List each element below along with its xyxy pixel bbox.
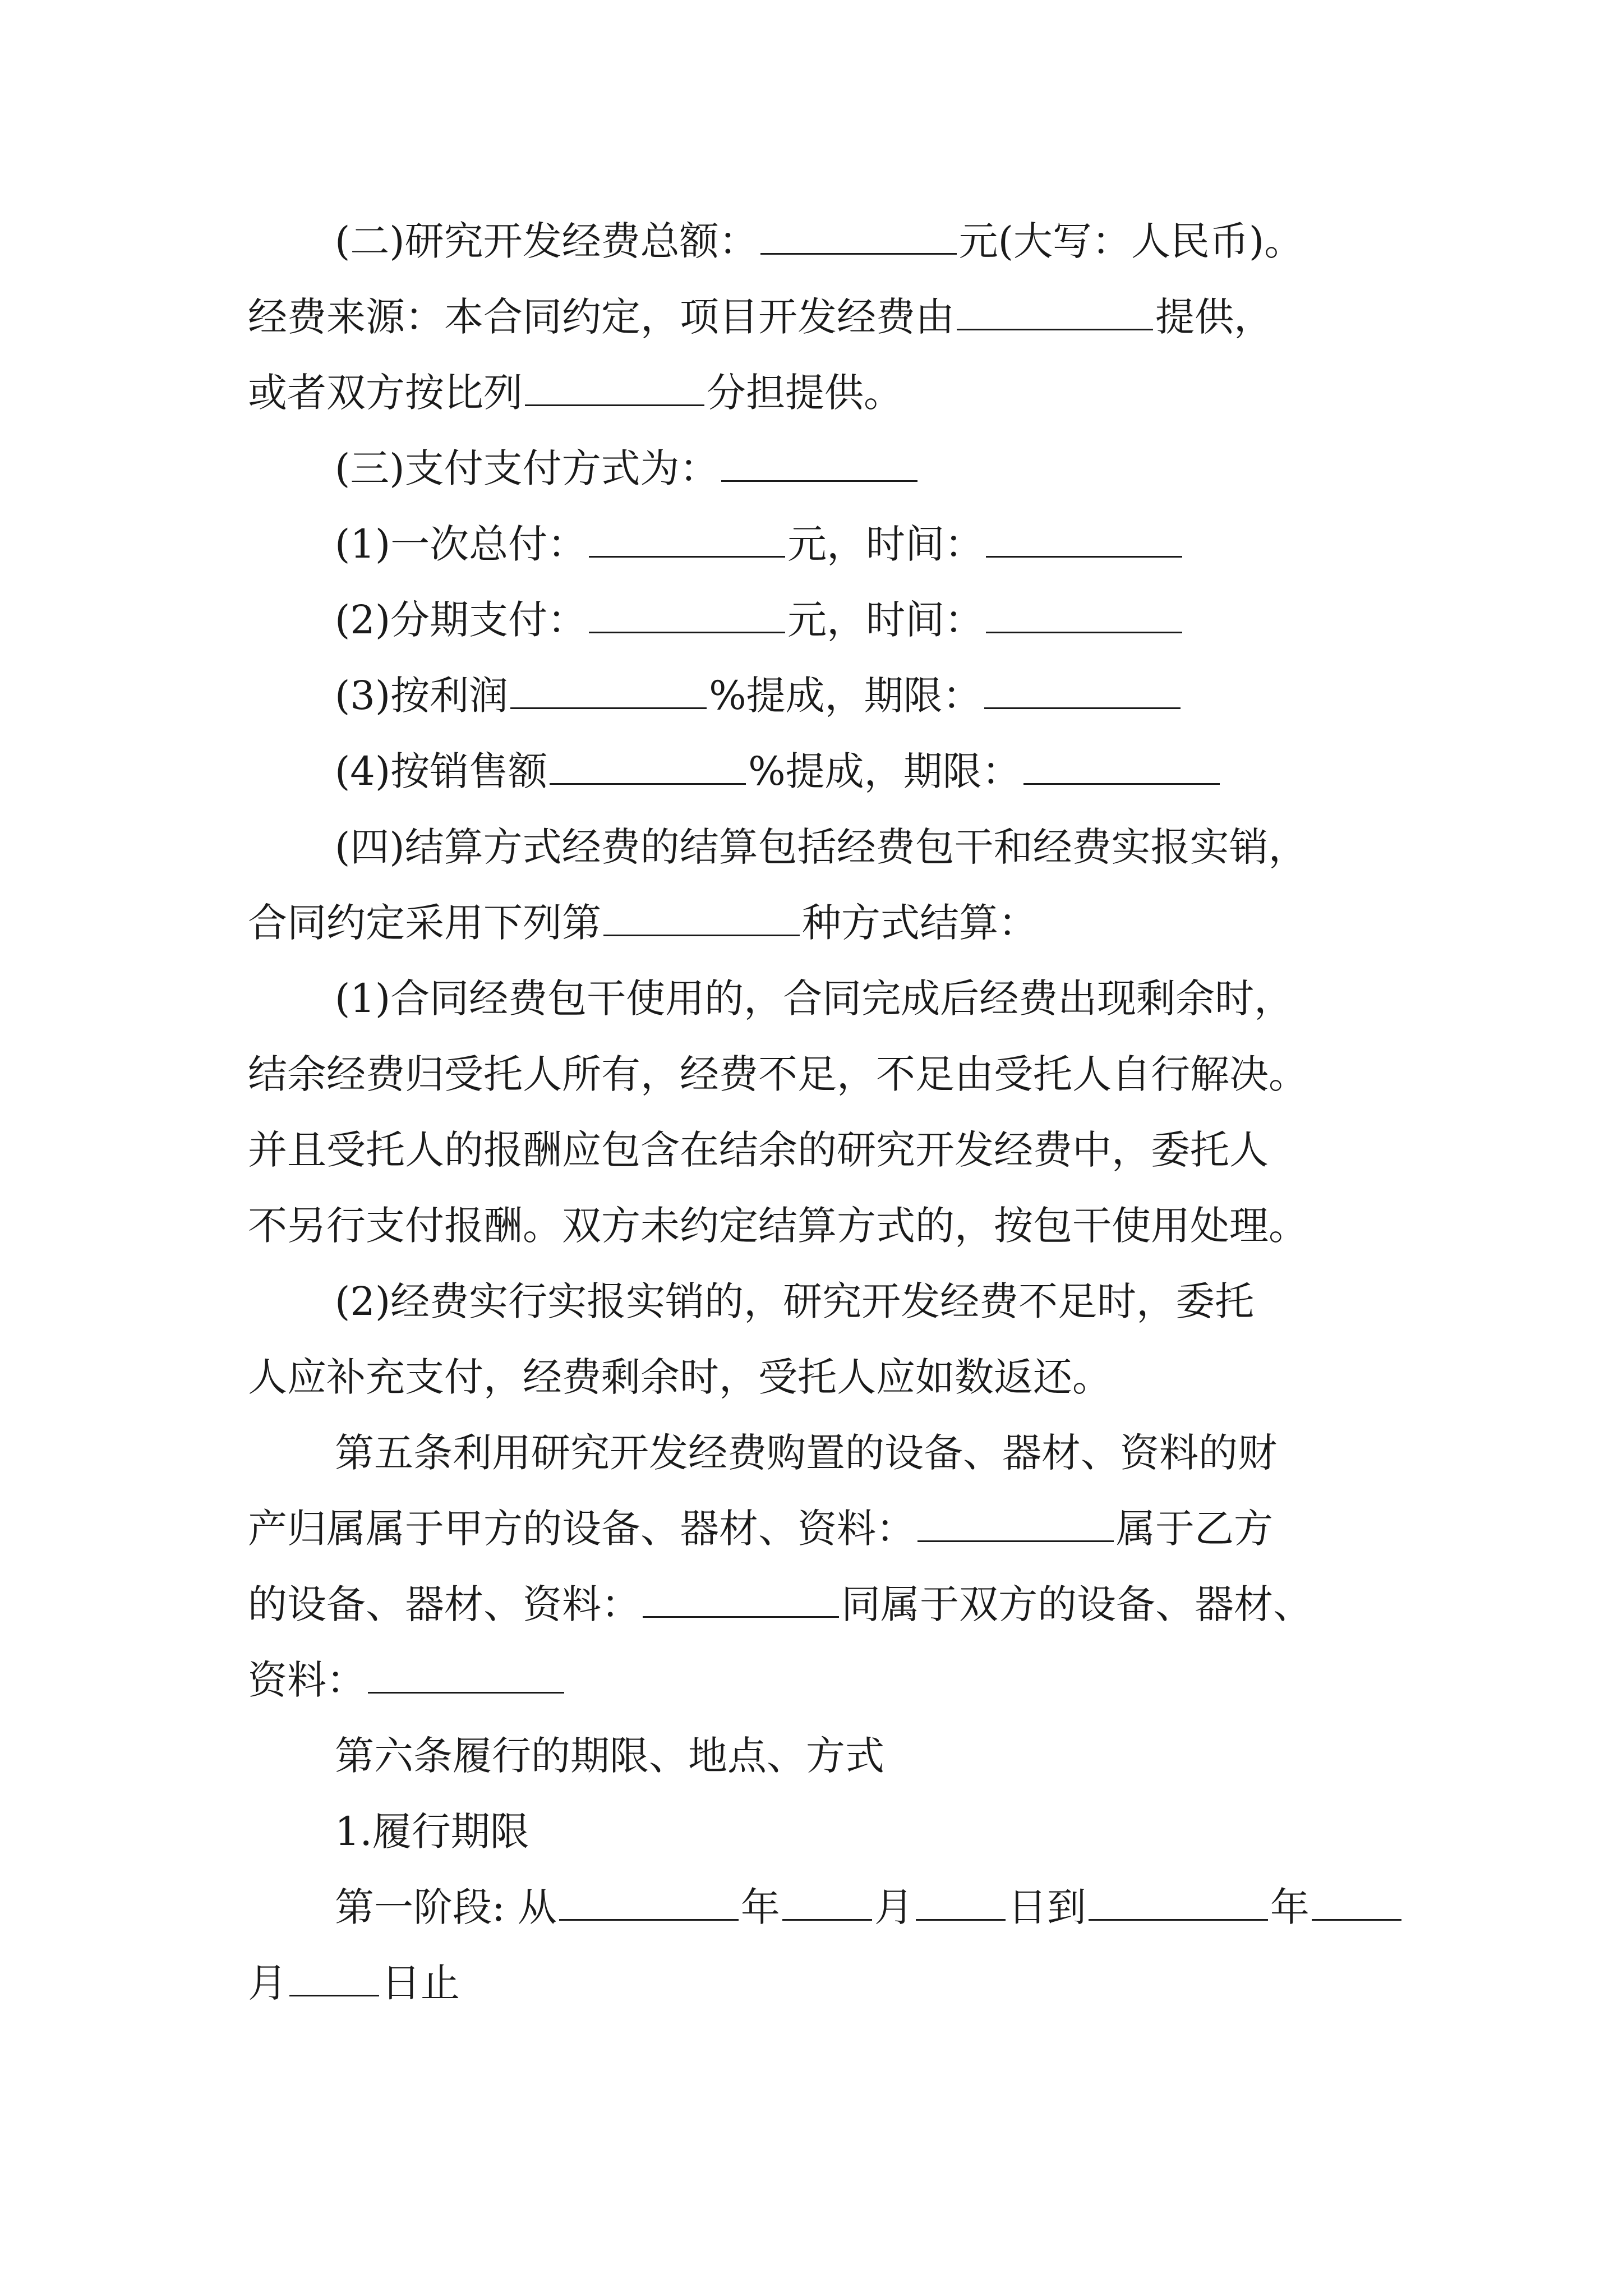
fill-in-blank: [1312, 1887, 1401, 1921]
fill-in-blank: [510, 675, 707, 709]
fill-in-blank: [559, 1887, 739, 1921]
text-segment: 并且受托人的报酬应包含在结余的研究开发经费中，委托人: [248, 1127, 1269, 1173]
text-segment: 分担提供。: [707, 370, 903, 416]
fill-in-blank: [916, 1887, 1006, 1921]
fill-in-blank: [589, 523, 785, 558]
fill-in-blank: [984, 675, 1181, 709]
text-line: [335, 438, 920, 499]
fill-in-blank: [782, 1887, 872, 1921]
text-line: [248, 1043, 1308, 1105]
text-segment: (二)研究开发经费总额：: [335, 218, 758, 264]
text-segment: 第六条履行的期限、地点、方式: [335, 1733, 884, 1779]
text-line: [248, 1573, 1312, 1635]
text-line: [335, 665, 1183, 726]
text-segment: 第五条利用研究开发经费购置的设备、器材、资料的财: [335, 1430, 1277, 1476]
fill-in-blank: [589, 599, 785, 633]
text-segment: %提成，期限：: [709, 673, 982, 719]
text-segment: %提成，期限：: [748, 748, 1021, 794]
text-line: [248, 1119, 1269, 1181]
text-line: [335, 968, 1293, 1029]
text-segment: 元，时间：: [787, 597, 984, 643]
text-line: [335, 513, 1184, 575]
text-segment: 或者双方按比列: [248, 370, 523, 416]
fill-in-blank: [957, 296, 1153, 330]
text-segment: 产归属属于甲方的设备、器材、资料：: [248, 1506, 915, 1552]
text-segment: 月: [874, 1884, 914, 1930]
text-segment: (四)结算方式经费的结算包括经费包干和经费实报实销，: [335, 824, 1308, 870]
text-line: [248, 1195, 1308, 1257]
text-segment: 不另行支付报酬。双方未约定结算方式的，按包干使用处理。: [248, 1203, 1308, 1249]
text-segment: 1.履行期限: [335, 1809, 529, 1855]
text-segment: (4)按销售额: [335, 748, 548, 794]
text-segment: 元，时间：: [787, 521, 984, 567]
fill-in-blank: [550, 751, 746, 785]
text-line: [335, 1271, 1254, 1332]
text-segment: 同属于双方的设备、器材、: [841, 1581, 1312, 1627]
text-line: [335, 1876, 1404, 1938]
text-line: [335, 1725, 884, 1787]
text-line: [335, 816, 1308, 878]
text-segment: 种方式结算：: [802, 900, 1038, 946]
fill-in-blank: [603, 902, 800, 936]
text-line: [248, 1952, 460, 2014]
text-segment: 年: [740, 1884, 780, 1930]
text-line: [335, 1422, 1277, 1484]
fill-in-blank: [643, 1584, 839, 1618]
fill-in-blank: [525, 372, 704, 406]
text-line: [248, 1346, 1112, 1408]
fill-in-blank: [986, 523, 1182, 558]
text-segment: 资料：: [248, 1657, 366, 1703]
text-segment: 属于乙方: [1116, 1506, 1273, 1552]
text-segment: (1)合同经费包干使用的，合同完成后经费出现剩余时，: [335, 976, 1294, 1022]
fill-in-blank: [986, 599, 1182, 633]
text-segment: (3)按利润: [335, 673, 509, 719]
text-segment: 的设备、器材、资料：: [248, 1581, 640, 1627]
text-segment: (2)分期支付：: [335, 597, 587, 643]
text-segment: 年: [1270, 1884, 1310, 1930]
text-segment: 日到: [1007, 1884, 1086, 1930]
text-segment: (1)一次总付：: [335, 521, 587, 567]
text-line: [335, 740, 1222, 802]
text-segment: 经费来源：本合同约定，项目开发经费由: [248, 294, 955, 340]
text-line: [335, 589, 1184, 651]
text-line: [248, 286, 1273, 348]
text-line: [248, 362, 903, 424]
fill-in-blank: [289, 1962, 379, 1996]
text-segment: 日止: [381, 1960, 460, 2006]
text-segment: 第一阶段: 从: [335, 1884, 557, 1930]
text-segment: 元(大写：人民币)。: [958, 218, 1304, 264]
fill-in-blank: [368, 1659, 564, 1694]
fill-in-blank: [1089, 1887, 1268, 1921]
text-line: [248, 1649, 566, 1711]
fill-in-blank: [721, 448, 917, 482]
text-segment: 结余经费归受托人所有，经费不足，不足由受托人自行解决。: [248, 1051, 1308, 1097]
text-segment: 提供，: [1155, 294, 1273, 340]
fill-in-blank: [760, 220, 957, 255]
text-segment: 月: [248, 1960, 287, 2006]
text-segment: (三)支付支付方式为：: [335, 445, 719, 491]
fill-in-blank: [1023, 751, 1220, 785]
text-line: [335, 1801, 529, 1862]
text-segment: 人应补充支付，经费剩余时，受托人应如数返还。: [248, 1354, 1112, 1400]
text-line: [248, 1498, 1273, 1559]
text-segment: 合同约定采用下列第: [248, 900, 601, 946]
text-segment: (2)经费实行实报实销的，研究开发经费不足时，委托: [335, 1278, 1255, 1324]
text-line: [335, 210, 1303, 272]
fill-in-blank: [917, 1508, 1114, 1542]
text-line: [248, 892, 1038, 954]
